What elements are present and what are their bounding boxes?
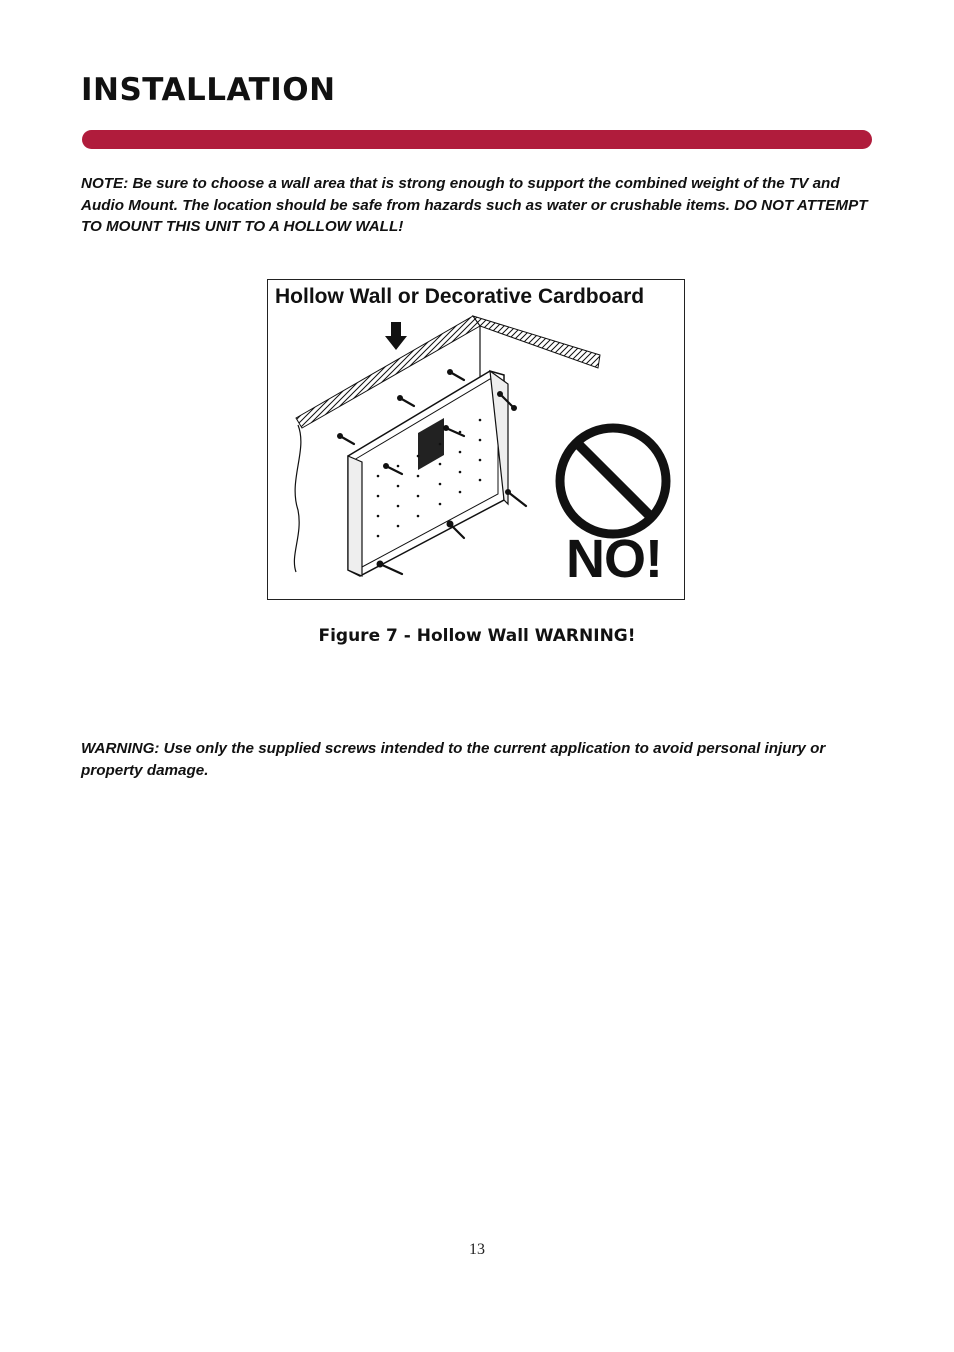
installation-note: NOTE: Be sure to choose a wall area that is strong enough to support the combined weight of the TV and Audio Mount. The location should be safe from hazards such as water or crushable items. DO NOT ATTEMPT TO MOUNT THIS UNIT TO A HOLLOW WALL! bbox=[81, 175, 868, 235]
screw-warning: WARNING: Use only the supplied screws intended to the current application to avoid personal injury or property damage. bbox=[81, 740, 826, 779]
page-number: 13 bbox=[469, 1241, 485, 1258]
section-divider-bar bbox=[82, 130, 872, 149]
figure-label: Hollow Wall or Decorative Cardboard bbox=[275, 285, 645, 308]
figure-caption: Figure 7 - Hollow Wall WARNING! bbox=[318, 626, 636, 646]
no-label: NO! bbox=[566, 529, 662, 589]
hollow-wall-figure bbox=[267, 279, 685, 600]
prohibition-icon bbox=[560, 428, 666, 534]
down-arrow-icon bbox=[385, 322, 407, 350]
page-title: INSTALLATION bbox=[81, 72, 336, 108]
